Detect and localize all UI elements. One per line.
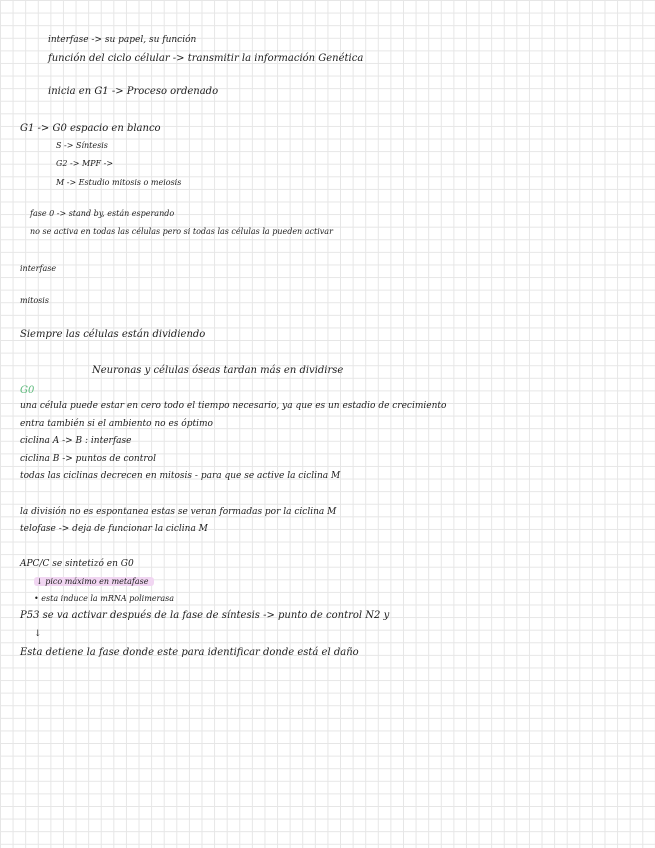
note-heading-g0: G0 [20, 385, 35, 396]
note-line-induce-mrna: • esta induce la mRNA polimerasa [34, 594, 175, 603]
note-line-siempre-celulas: Siempre las células están dividiendo [20, 329, 206, 340]
note-line-ciclina-a-b: ciclina A -> B : interfase [20, 436, 132, 446]
note-line-g1-g0: G1 -> G0 espacio en blanco [20, 123, 161, 134]
note-line-una-celula: una célula puede estar en cero todo el tiempo necesario, ya que es un estadio de crecimiento [20, 401, 447, 411]
note-line-g2-mpf: G2 -> MPF -> [56, 159, 114, 168]
note-line-funcion-ciclo: función del ciclo célular -> transmitir la información Genética [48, 53, 364, 64]
note-line-pico-maximo [34, 578, 154, 586]
note-line-fase-0: fase 0 -> stand by, están esperando [30, 209, 175, 218]
note-line-no-se-activa: no se activa en todas las células pero si todas las células la pueden activar [30, 227, 333, 236]
note-line-ciclina-b: ciclina B -> puntos de control [20, 454, 156, 464]
note-line-apcc: APC/C se sintetizó en G0 [20, 559, 134, 569]
note-line-p53: P53 se va activar después de la fase de síntesis -> punto de control N2 y [20, 610, 390, 621]
note-line-todas-ciclinas: todas las ciclinas decrecen en mitosis - para que se active la ciclina M [20, 471, 341, 481]
note-line-interfase: interfase [20, 264, 57, 273]
note-line-s-sintesis: S -> Síntesis [56, 141, 108, 150]
note-line-telofase: telofase -> deja de funcionar la ciclina M [20, 524, 208, 534]
note-line-m-estudio: M -> Estudio mitosis o meiosis [56, 178, 182, 187]
note-line-division-no-espontanea: la división no es espontanea estas se veran formadas por la ciclina M [20, 507, 337, 517]
note-line-inicia-g1: inicia en G1 -> Proceso ordenado [48, 86, 219, 97]
note-line-neuronas: Neuronas y células óseas tardan más en dividirse [92, 365, 344, 376]
note-line-esta-detiene: Esta detiene la fase donde este para identificar donde está el daño [20, 647, 359, 658]
highlight-pico-maximo: ↓ pico máximo en metafase [34, 577, 154, 586]
note-arrow-down: ↓ [34, 629, 42, 639]
note-line-mitosis: mitosis [20, 296, 49, 305]
note-line-entra-tambien: entra también si el ambiento no es óptimo [20, 419, 213, 429]
note-line-interfase-papel: interfase -> su papel, su función [48, 35, 197, 45]
